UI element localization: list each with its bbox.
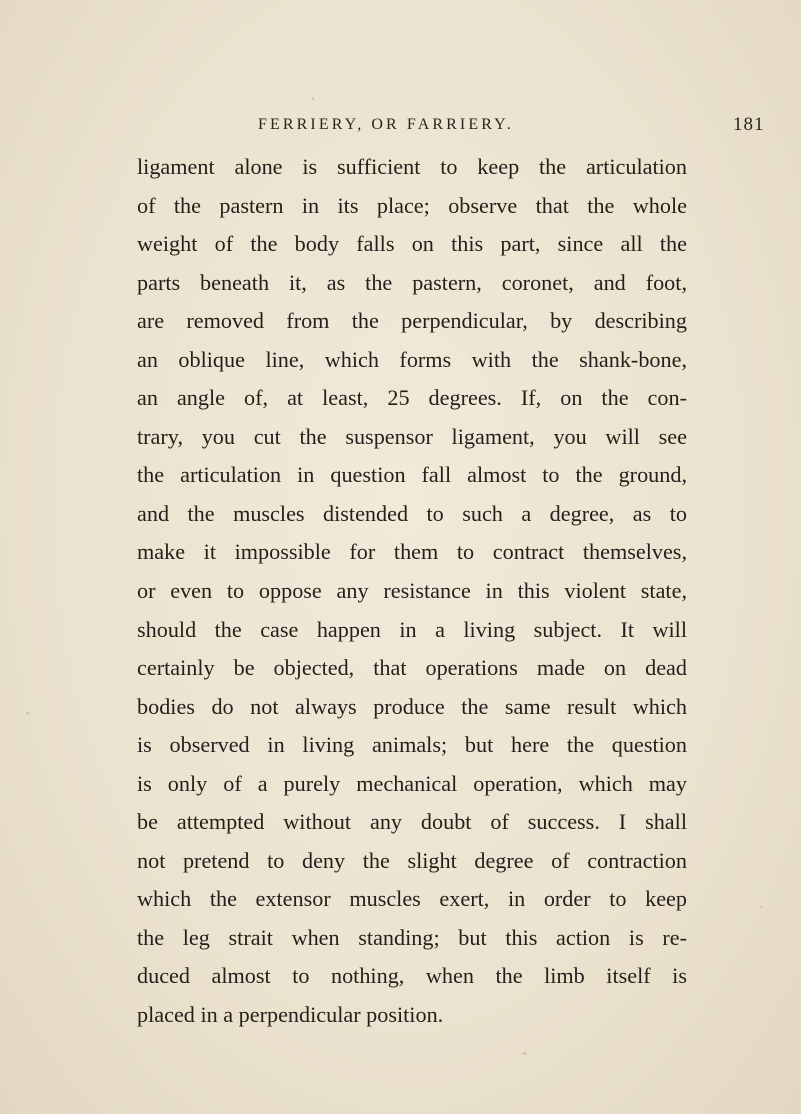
text-line: be attempted without any doubt of success. I shall	[137, 809, 687, 835]
text-line: should the case happen in a living subject. It will	[137, 616, 687, 642]
text-line: placed in a perpendicular position.	[137, 1002, 444, 1028]
text-line: the leg strait when standing; but this action is re-	[137, 924, 687, 950]
paper-speck	[26, 712, 29, 714]
paper-speck	[760, 906, 762, 908]
text-line: trary, you cut the suspensor ligament, you will see	[137, 423, 687, 449]
text-line: is observed in living animals; but here the question	[137, 732, 687, 758]
paper-speck	[312, 97, 314, 100]
text-line: or even to oppose any resistance in this violent state,	[137, 578, 687, 604]
text-line: of the pastern in its place; observe that the whole	[137, 192, 687, 218]
text-line: an angle of, at least, 25 degrees. If, on the con-	[137, 385, 687, 411]
paper-speck	[523, 1052, 526, 1055]
text-line: make it impossible for them to contract themselves,	[137, 539, 687, 565]
text-line: which the extensor muscles exert, in order to keep	[137, 886, 687, 912]
text-line: are removed from the perpendicular, by describing	[137, 308, 687, 334]
body-text	[137, 148, 687, 1035]
text-line: not pretend to deny the slight degree of contraction	[137, 847, 687, 873]
text-line: bodies do not always produce the same result which	[137, 693, 687, 719]
text-line: and the muscles distended to such a degree, as to	[137, 500, 687, 526]
text-line: an oblique line, which forms with the shank-bone,	[137, 346, 687, 372]
text-line: ligament alone is sufficient to keep the articulation	[137, 154, 687, 179]
text-line: duced almost to nothing, when the limb itself is	[137, 963, 687, 989]
page-number: 181	[733, 114, 765, 135]
text-line: the articulation in question fall almost to the ground,	[137, 462, 687, 488]
text-line: certainly be objected, that operations made on dead	[137, 655, 687, 681]
running-title: FERRIERY, OR FARRIERY.	[258, 116, 514, 133]
text-line: is only of a purely mechanical operation, which may	[137, 770, 687, 796]
text-line: parts beneath it, as the pastern, coronet, and foot,	[137, 269, 687, 295]
text-line: weight of the body falls on this part, since all the	[137, 231, 687, 257]
running-header	[0, 116, 801, 140]
